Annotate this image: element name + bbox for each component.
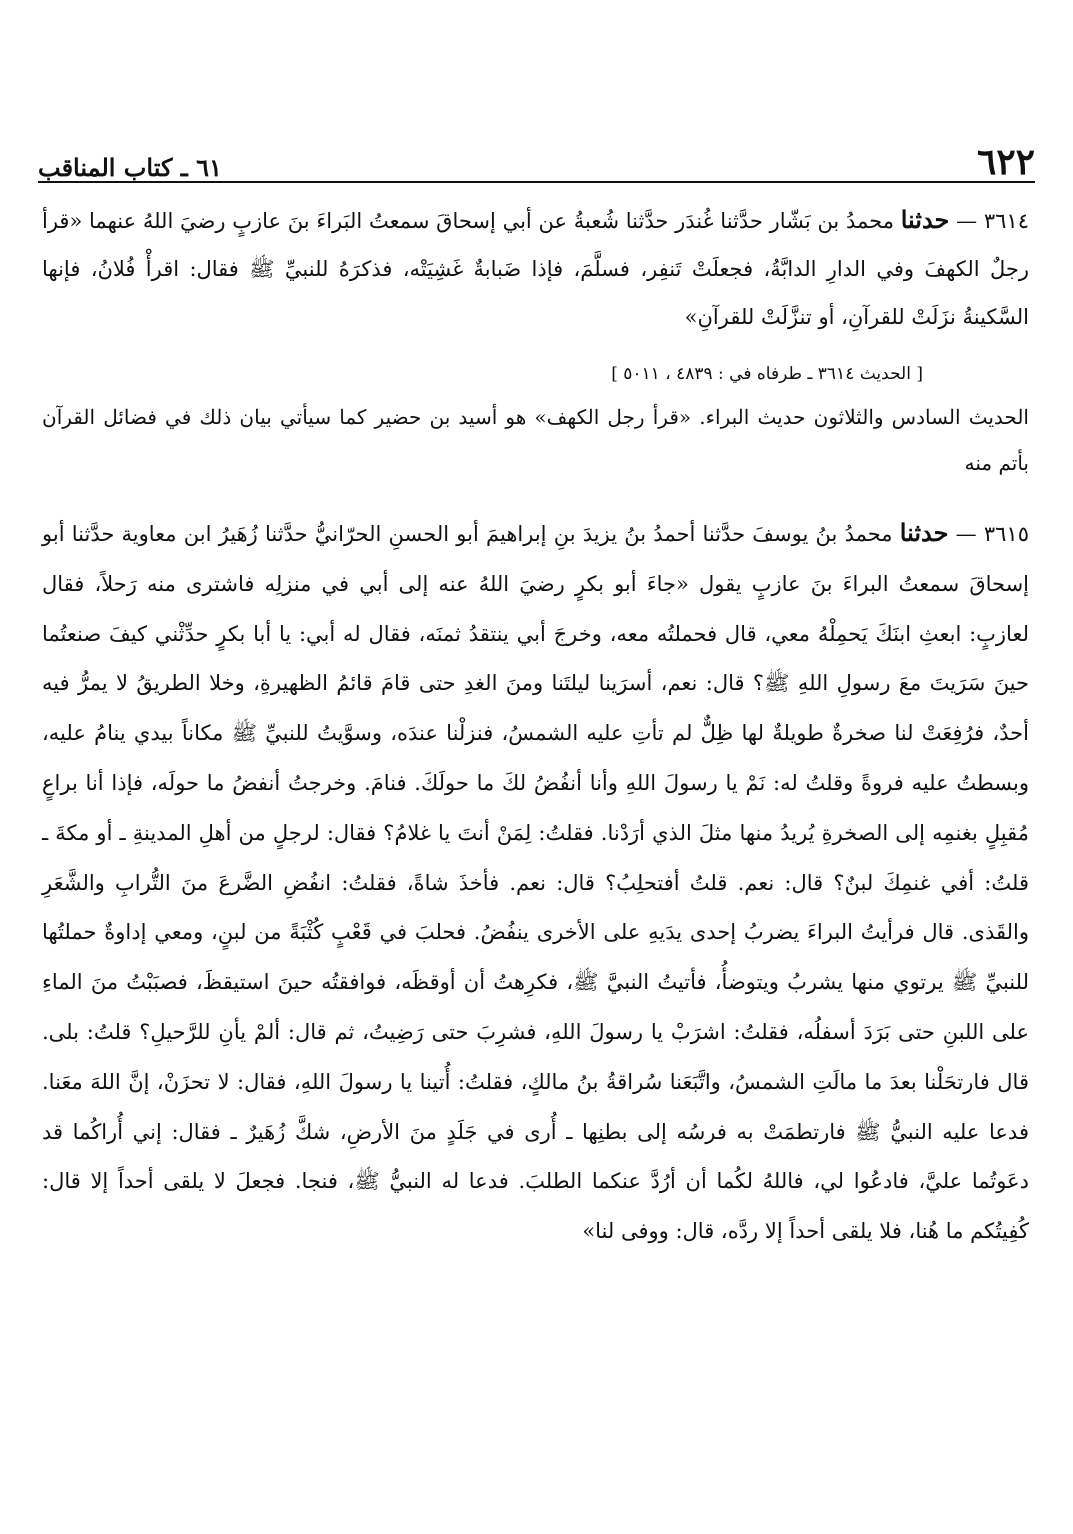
hadith-dash: —	[948, 522, 977, 546]
hadith-text: محمدُ بنُ يوسفَ حدَّثنا أحمدُ بنُ يزيدَ بنِ إبراهيمَ أبو الحسنِ الحرّانيُّ حدَّثنا زُهَيرُ ابن معاوية حدَّثنا أبو إسحاقَ سمعتُ البراءَ بنَ عازبٍ يقول «جاءَ أبو بكرٍ رضيَ اللهُ عنه إلى أبي في منزلِه فاشترى منه رَحلاً، فقال لعازبٍ: ابعثِ ابنَكَ يَحمِلْهُ معي، قال فحملتُه معه، وخرجَ أبي ينتقدُ ثمنَه، فقال له أبي: يا أبا بكرٍ حدِّثْني كيفَ صنعتُما حينَ سَرَيتَ معَ رسولِ اللهِ ﷺ؟ قال: نعم، أسرَينا ليلتَنا ومنَ الغدِ حتى قامَ قائمُ الظهيرةِ، وخلا الطريقُ لا يمرُّ فيه أحدٌ، فرُفِعَتْ لنا صخرةٌ طويلةٌ لها ظِلٌّ لم تأتِ عليه الشمسُ، فنزلْنا عندَه، وسوَّيتُ للنبيِّ ﷺ مكاناً بيدي ينامُ عليه، وبسطتُ عليه فروةً وقلتُ له: نَمْ يا رسولَ اللهِ وأنا أنفُضُ لكَ ما حولَكَ. فنامَ. وخرجتُ أنفضُ ما حولَه، فإذا أنا براعٍ مُقبِلٍ بغنمِه إلى الصخرةِ يُريدُ منها مثلَ الذي أرَدْنا. فقلتُ: لِمَنْ أنتَ يا غلامُ؟ فقال: لرجلٍ من أهلِ المدينةِ ـ أو مكةَ ـ قلتُ: أفي غنمِكَ لبنٌ؟ قال: نعم. قلتُ أفتحلِبُ؟ قال: نعم. فأخذَ شاةً، فقلتُ: انفُضِ الضَّرعَ منَ التُّرابِ والشَّعَرِ والقَذى. قال فرأيتُ البراءَ يضربُ إحدى يدَيهِ على الأخرى ينفُضُ. فحلبَ في قَعْبٍ كُثْبَةً من لبنٍ، ومعي إداوةٌ حملتُها للنبيِّ ﷺ يرتوي منها يشربُ ويتوضأُ، فأتيتُ النبيَّ ﷺ، فكرِهتُ أن أوقظَه، فوافقتُه حينَ استيقظَ، فصبَبْتُ منَ الماءِ على اللبنِ حتى بَرَدَ أسفلُه، فقلتُ: اشرَبْ يا رسولَ اللهِ، فشرِبَ حتى رَضِيتُ، ثم قال: ألمْ يأنِ للرَّحيلِ؟ قلتُ: بلى. قال فارتحَلْنا بعدَ ما مالَتِ الشمسُ، واتَّبَعَنا سُراقةُ بنُ مالكٍ، فقلتُ: أُتينا يا رسولَ اللهِ، فقال: لا تحزَنْ، إنَّ اللهَ معَنا. فدعا عليه النبيُّ ﷺ فارتطمَتْ به فرسُه إلى بطنِها ـ أُرى في جَلَدٍ منَ الأرضِ، شكَّ زُهَيرٌ ـ فقال: إني أُراكُما قد دعَوتُما عليَّ، فادعُوا لي، فاللهُ لكُما أن أرُدَّ عنكما الطلبَ. فدعا له النبيُّ ﷺ، فنجا. فجعلَ لا يلقى أحداً إلا قال: كُفِيتُكم ما هُنا، فلا يلقى أحداً إلا ردَّه، قال: ووفى لنا»	[42, 522, 1029, 1244]
hadith-paragraph	[42, 508, 1029, 1257]
hadith-number: ٣٦١٤	[983, 209, 1029, 233]
page-number: ٦٢٢	[976, 141, 1035, 183]
page-header	[38, 136, 1035, 183]
hadith-number: ٣٦١٥	[983, 522, 1029, 546]
hadith-lead-word: حدثنا	[899, 518, 949, 547]
header-rule	[38, 181, 1035, 183]
chapter-title: ٦١ ـ كتاب المناقب	[38, 153, 222, 182]
hadith-reference: [ الحديث ٣٦١٤ ـ طرفاه في : ٤٨٣٩ ، ٥٠١١ ]	[611, 364, 923, 384]
hadith-text: محمدُ بن بَشّار حدَّثنا غُندَر حدَّثنا شُعبةُ عن أبي إسحاقَ سمعتُ البَراءَ بنَ عازبٍ رضيَ اللهُ عنهما «قرأ رجلٌ الكهفَ وفي الدارِ الدابَّةُ، فجعلَتْ تَنفِر، فسلَّمَ، فإذا ضَبابةٌ غَشِيَتْه، فذكرَهُ للنبيِّ ﷺ فقال: اقرأْ فُلانُ، فإنها السَّكينةُ نزَلَتْ للقرآنِ، أو تنزَّلَتْ للقرآنِ»	[42, 209, 1029, 329]
hadith-lead-word: حدثنا	[900, 205, 950, 234]
hadith-paragraph	[42, 196, 1029, 341]
hadith-dash: —	[949, 209, 978, 233]
commentary-paragraph: الحديث السادس والثلاثون حديث البراء. «قرأ رجل الكهف» هو أسيد بن حضير كما سيأتي بيان ذلك في فضائل القرآن بأتم منه	[42, 405, 1029, 475]
